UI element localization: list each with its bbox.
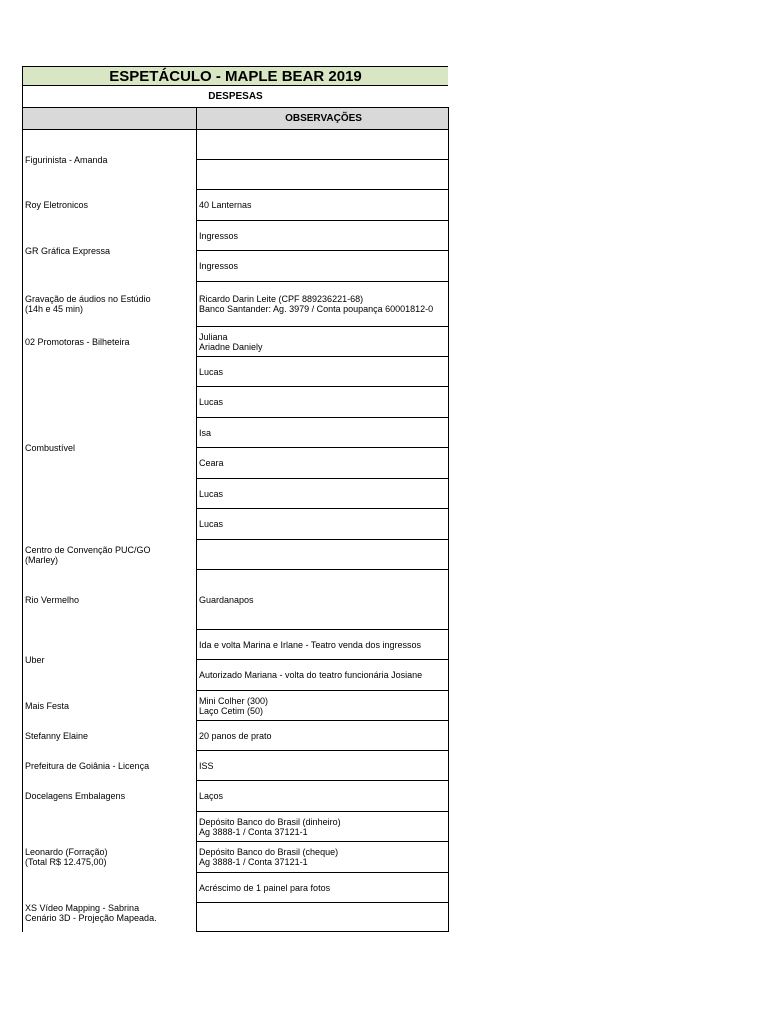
observation-text: 20 panos de prato — [199, 730, 272, 741]
observation-cell — [197, 781, 449, 812]
table-row — [23, 721, 449, 751]
observation-text: Ceara — [199, 458, 224, 468]
observation-cell — [197, 509, 449, 540]
table-row — [23, 130, 449, 160]
table-row — [23, 781, 449, 812]
table-row — [23, 812, 449, 842]
expense-item-cell — [23, 190, 197, 221]
observation-cell — [197, 570, 449, 630]
observation-cell — [197, 418, 449, 448]
observation-text: Lucas — [199, 488, 224, 499]
expense-item-text: Stefanny Elaine — [25, 730, 89, 741]
expense-item-text: (Marley) — [25, 554, 58, 565]
observation-cell — [197, 357, 449, 387]
observation-cell — [197, 448, 449, 479]
expense-item-text: Prefeitura de Goiânia - Licença — [25, 760, 150, 771]
observation-cell — [197, 812, 449, 842]
table-row — [23, 327, 449, 357]
observation-text: ISS — [199, 760, 214, 771]
sheet-subtitle: DESPESAS — [22, 86, 448, 107]
expense-item-cell — [23, 282, 197, 327]
observation-text: Lucas — [199, 519, 224, 529]
observation-text: Banco Santander: Ag. 3979 / Conta poupança 60001812-0 — [199, 304, 434, 314]
observation-text: Juliana — [199, 331, 228, 342]
expense-item-text: Combustível — [25, 443, 76, 453]
observation-cell — [197, 190, 449, 221]
observation-cell — [197, 630, 449, 660]
expense-item-cell — [23, 781, 197, 812]
expense-item-cell — [23, 812, 197, 903]
observation-text: Guardanapos — [199, 594, 254, 605]
observation-text: Laço Cetim (50) — [199, 705, 264, 716]
expense-item-text: Leonardo (Forração) — [25, 847, 108, 857]
expense-item-text: Mais Festa — [25, 700, 70, 711]
expense-item-text: (Total R$ 12.475,00) — [25, 857, 107, 867]
table-row — [23, 691, 449, 721]
observation-text: Acréscimo de 1 painel para fotos — [199, 882, 331, 893]
table-row — [23, 903, 449, 932]
expense-item-cell — [23, 540, 197, 570]
observation-cell — [197, 873, 449, 903]
observation-text: Depósito Banco do Brasil (dinheiro) — [199, 816, 341, 827]
expense-item-cell — [23, 357, 197, 540]
table-row — [23, 357, 449, 387]
expense-item-text: Centro de Convenção PUC/GO — [25, 544, 151, 555]
observation-text: Mini Colher (300) — [199, 695, 269, 706]
observation-text: Ingressos — [199, 230, 239, 241]
expense-item-cell — [23, 130, 197, 190]
observation-cell — [197, 327, 449, 357]
expense-item-cell — [23, 221, 197, 282]
table-row — [23, 540, 449, 570]
observation-text: Lucas — [199, 366, 224, 377]
observation-text: Ricardo Darin Leite (CPF 889236221-68) — [199, 294, 364, 304]
observation-cell — [197, 221, 449, 251]
table-row — [23, 190, 449, 221]
observation-text: Ag 3888-1 / Conta 37121-1 — [199, 857, 308, 867]
expense-item-text: Docelagens Embalagens — [25, 791, 126, 801]
table-row — [23, 282, 449, 327]
observation-text: Ariadne Daniely — [199, 341, 263, 352]
expense-item-cell — [23, 691, 197, 721]
expense-item-cell — [23, 327, 197, 357]
spreadsheet — [22, 66, 448, 932]
observation-cell — [197, 842, 449, 873]
expense-item-text: Rio Vermelho — [25, 594, 80, 605]
expense-item-text: XS Vídeo Mapping - Sabrina — [25, 902, 140, 913]
table-row — [23, 630, 449, 660]
table-row — [23, 570, 449, 630]
observation-cell — [197, 282, 449, 327]
observation-text: Ingressos — [199, 261, 239, 271]
table-row — [23, 751, 449, 781]
observation-cell — [197, 903, 449, 932]
observation-text: Isa — [199, 427, 212, 438]
observation-cell — [197, 751, 449, 781]
header-col-item — [23, 108, 197, 130]
observation-text: Depósito Banco do Brasil (cheque) — [199, 847, 339, 857]
header-col-observacoes: OBSERVAÇÕES — [197, 108, 449, 130]
observation-cell — [197, 479, 449, 509]
observation-text: Lucas — [199, 397, 224, 407]
expense-item-text: Roy Eletronicos — [25, 200, 89, 210]
expenses-table — [22, 107, 449, 932]
table-row — [23, 221, 449, 251]
expense-item-text: Figurinista - Amanda — [25, 154, 108, 165]
observation-text: Ag 3888-1 / Conta 37121-1 — [199, 826, 308, 837]
observation-text: Ida e volta Marina e Irlane - Teatro venda dos ingressos — [199, 639, 421, 650]
expense-item-text: GR Gráfica Expressa — [25, 246, 111, 256]
observation-cell — [197, 160, 449, 190]
observation-text: 40 Lanternas — [199, 200, 252, 210]
expense-item-cell — [23, 630, 197, 691]
expense-item-cell — [23, 751, 197, 781]
observation-cell — [197, 130, 449, 160]
observation-cell — [197, 691, 449, 721]
expense-item-cell — [23, 721, 197, 751]
observation-cell — [197, 660, 449, 691]
table-header-row — [23, 108, 449, 130]
expense-item-text: (14h e 45 min) — [25, 304, 84, 314]
expense-item-text: Uber — [25, 655, 45, 665]
expense-item-text: 02 Promotoras - Bilheteira — [25, 336, 130, 347]
observation-cell — [197, 387, 449, 418]
observation-cell — [197, 721, 449, 751]
expense-item-cell — [23, 903, 197, 932]
sheet-title: ESPETÁCULO - MAPLE BEAR 2019 — [22, 66, 448, 86]
expense-item-cell — [23, 570, 197, 630]
observation-text: Autorizado Mariana - volta do teatro funcionária Josiane — [199, 670, 423, 680]
expense-item-text: Gravação de áudios no Estúdio — [25, 294, 151, 304]
observation-text: Laços — [199, 791, 224, 801]
observation-cell — [197, 540, 449, 570]
observation-cell — [197, 251, 449, 282]
expense-item-text: Cenário 3D - Projeção Mapeada. — [25, 912, 157, 923]
